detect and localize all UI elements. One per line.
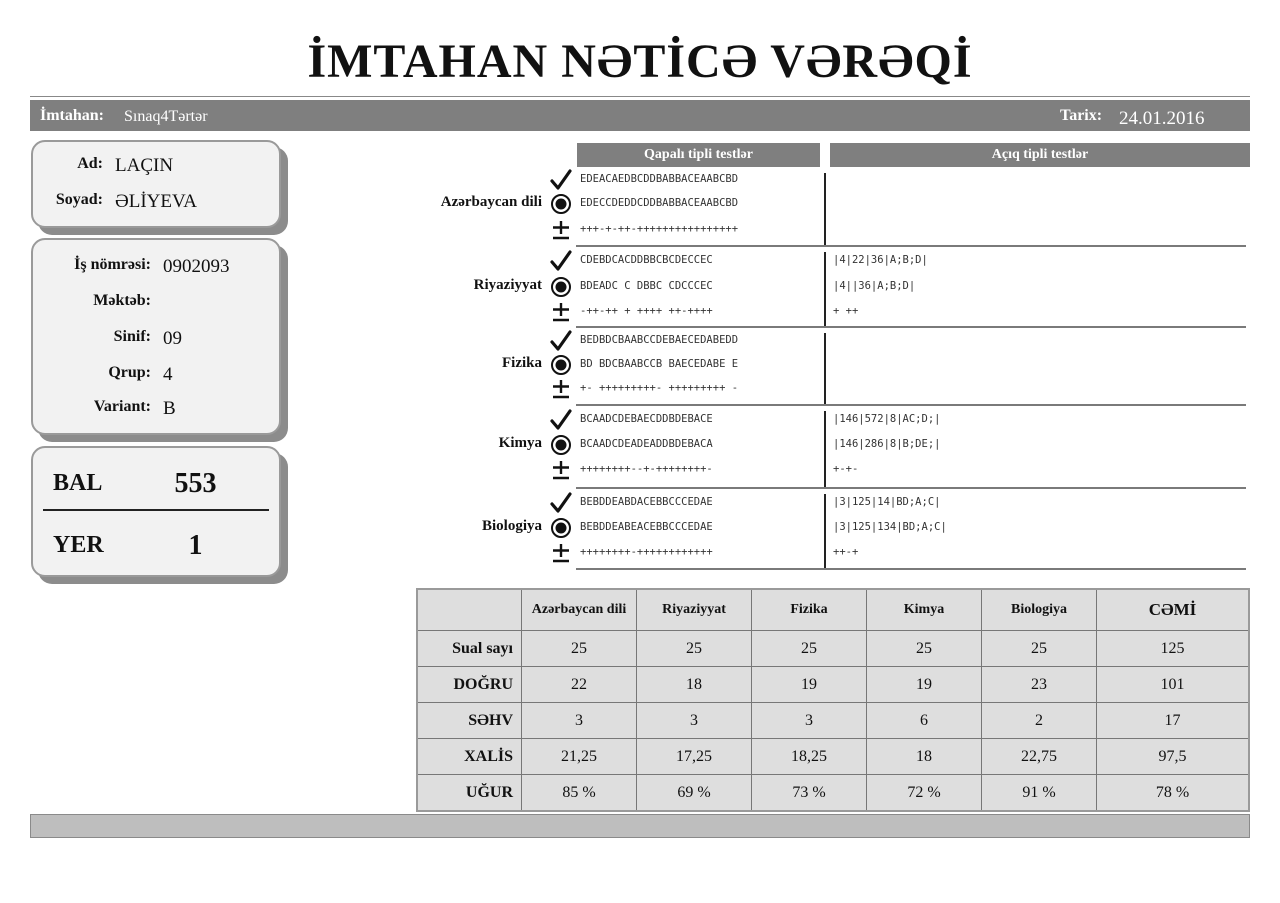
last-name-label: Soyad: [55, 191, 103, 208]
open-answer-row: |146|572|8|AC;D;| [833, 413, 941, 425]
subject-name: Azərbaycan dili [440, 194, 542, 210]
closed-answer-row: BCAADCDEADEADDBDEBACA [580, 438, 713, 450]
last-name-value: ƏLİYEVA [115, 191, 197, 212]
summary-corner [417, 589, 522, 631]
closed-answer-row: BCAADCDEBAECDDBDEBACE [580, 413, 713, 425]
exam-name: Sınaq4Tərtər [124, 108, 208, 125]
summary-col-header: Fizika [752, 589, 867, 631]
summary-row [417, 739, 1249, 775]
score-label: BAL [53, 470, 103, 496]
summary-cell: 17,25 [637, 739, 752, 775]
variant-value: B [163, 398, 176, 419]
summary-cell: 101 [1097, 667, 1250, 703]
school-label: Məktəb: [93, 292, 151, 309]
closed-tests-header: Qapalı tipli testlər [577, 143, 820, 167]
summary-row-label: UĞUR [465, 783, 513, 801]
summary-cell: 21,25 [522, 739, 637, 775]
summary-cell: 91 % [982, 775, 1097, 812]
summary-row-label: SƏHV [417, 703, 522, 739]
class-value: 09 [163, 328, 182, 349]
column-divider [824, 411, 826, 487]
checkmark-icon [550, 250, 572, 272]
page-title: İMTAHAN NƏTİCƏ VƏRƏQİ [307, 35, 973, 88]
summary-header-row [417, 589, 1249, 631]
summary-row-label: XALİS [417, 739, 522, 775]
closed-answer-row: CDEBDCACDDBBCBCDECCEC [580, 254, 713, 266]
date-label: Tarix: [1060, 107, 1103, 124]
summary-row-label: DOĞRU [417, 667, 522, 703]
summary-cell: 125 [1097, 631, 1250, 667]
subject-divider [576, 245, 1246, 247]
closed-answer-row: ++++++++--+-++++++++- [580, 463, 713, 475]
subject-divider [576, 404, 1246, 406]
open-answer-row: |4|22|36|A;B;D| [833, 254, 928, 266]
open-answer-row: + ++ [833, 305, 859, 317]
summary-cell: 69 % [637, 775, 752, 812]
column-divider [824, 333, 826, 404]
closed-answer-row: EDECCDEDDCDDBABBACEAABCBD [580, 197, 739, 209]
closed-answer-row: +- +++++++++- +++++++++ - [580, 382, 739, 394]
summary-cell: 18,25 [752, 739, 867, 775]
work-number-value: 0902093 [163, 256, 230, 277]
open-answer-row: ++-+ [833, 546, 859, 558]
open-answer-row: |3|125|14|BD;A;C| [833, 496, 941, 508]
exam-label: İmtahan: [40, 107, 105, 124]
summary-cell: 85 % [522, 775, 637, 812]
summary-cell: 72 % [867, 775, 982, 812]
target-icon [550, 517, 572, 539]
checkmark-icon [550, 169, 572, 191]
summary-cell: 2 [982, 703, 1097, 739]
summary-cell: 25 [867, 631, 982, 667]
summary-cell: 22,75 [982, 739, 1097, 775]
column-divider [824, 173, 826, 245]
work-number-label: İş nömrəsi: [74, 256, 151, 273]
subject-divider [576, 326, 1246, 328]
summary-row [417, 667, 1249, 703]
summary-row [417, 703, 1249, 739]
title-divider [30, 96, 1250, 97]
summary-cell: 18 [867, 739, 982, 775]
summary-table [416, 588, 1250, 812]
rank-value: 1 [188, 530, 203, 561]
summary-col-header: Riyaziyyat [637, 589, 752, 631]
summary-col-header: CƏMİ [1097, 589, 1250, 631]
name-card [31, 140, 281, 228]
plus-minus-icon [550, 542, 572, 564]
closed-answer-row: -++-++ + ++++ ++-++++ [580, 305, 713, 317]
closed-answer-row: ++++++++-++++++++++++ [580, 546, 713, 558]
open-answer-row: |4||36|A;B;D| [833, 280, 916, 292]
checkmark-icon [550, 330, 572, 352]
group-value: 4 [163, 364, 173, 385]
closed-answer-row: BEBDDEABEACEBBCCCEDAE [580, 521, 713, 533]
checkmark-icon [550, 409, 572, 431]
target-icon [550, 193, 572, 215]
subject-name: Riyaziyyat [473, 277, 542, 293]
checkmark-icon [550, 492, 572, 514]
summary-cell: 25 [752, 631, 867, 667]
summary-col-header: Biologiya [982, 589, 1097, 631]
summary-cell: 78 % [1097, 775, 1250, 812]
summary-row [417, 775, 1249, 812]
open-answer-row: |146|286|8|B;DE;| [833, 438, 941, 450]
footer-bar [30, 814, 1250, 838]
summary-row-label: Sual sayı [417, 631, 522, 667]
summary-cell: 18 [637, 667, 752, 703]
first-name-label: Ad: [77, 155, 103, 172]
first-name-value: LAÇIN [115, 155, 174, 176]
open-tests-header: Açıq tipli testlər [830, 143, 1250, 167]
summary-cell: 23 [982, 667, 1097, 703]
closed-answer-row: BEBDDEABDACEBBCCCEDAE [580, 496, 713, 508]
target-icon [550, 434, 572, 456]
subject-divider [576, 487, 1246, 489]
exam-date: 24.01.2016 [1119, 108, 1205, 129]
variant-label: Variant: [93, 398, 151, 415]
rank-label: YER [53, 532, 104, 558]
summary-cell: 25 [522, 631, 637, 667]
target-icon [550, 276, 572, 298]
summary-cell: 19 [867, 667, 982, 703]
plus-minus-icon [550, 378, 572, 400]
summary-cell: 25 [982, 631, 1097, 667]
summary-cell: 22 [522, 667, 637, 703]
closed-answer-row: BDEADC C DBBC CDCCCEC [580, 280, 713, 292]
score-value: 553 [174, 468, 217, 499]
summary-cell: 3 [752, 703, 867, 739]
summary-cell: 3 [522, 703, 637, 739]
closed-answer-row: BD BDCBAABCCB BAECEDABE E [580, 358, 739, 370]
score-divider [43, 509, 269, 511]
summary-cell: 6 [867, 703, 982, 739]
column-divider [824, 494, 826, 568]
plus-minus-icon [550, 459, 572, 481]
target-icon [550, 354, 572, 376]
group-label: Qrup: [108, 364, 151, 381]
summary-cell: 3 [637, 703, 752, 739]
subject-name: Fizika [502, 355, 542, 371]
column-divider [824, 252, 826, 326]
class-label: Sinif: [113, 328, 151, 345]
exam-info-bar [30, 100, 1250, 131]
open-answer-row: +-+- [833, 463, 859, 475]
summary-cell: 17 [1097, 703, 1250, 739]
info-card [31, 238, 281, 435]
closed-answer-row: +++-+-++-++++++++++++++++ [580, 223, 739, 235]
open-answer-row: |3|125|134|BD;A;C| [833, 521, 947, 533]
summary-col-header: Azərbaycan dili [522, 589, 637, 631]
closed-answer-row: BEDBDCBAABCCDEBAECEDABEDD [580, 334, 739, 346]
plus-minus-icon [550, 219, 572, 241]
summary-row [417, 631, 1249, 667]
subject-divider [576, 568, 1246, 570]
summary-cell: 97,5 [1097, 739, 1250, 775]
summary-cell: 25 [637, 631, 752, 667]
summary-cell: 19 [752, 667, 867, 703]
summary-col-header: Kimya [867, 589, 982, 631]
score-card [31, 446, 281, 577]
summary-cell: 73 % [752, 775, 867, 812]
subject-name: Biologiya [481, 518, 542, 534]
plus-minus-icon [550, 301, 572, 323]
closed-answer-row: EDEACAEDBCDDBABBACEAABCBD [580, 173, 739, 185]
subject-name: Kimya [498, 435, 542, 451]
